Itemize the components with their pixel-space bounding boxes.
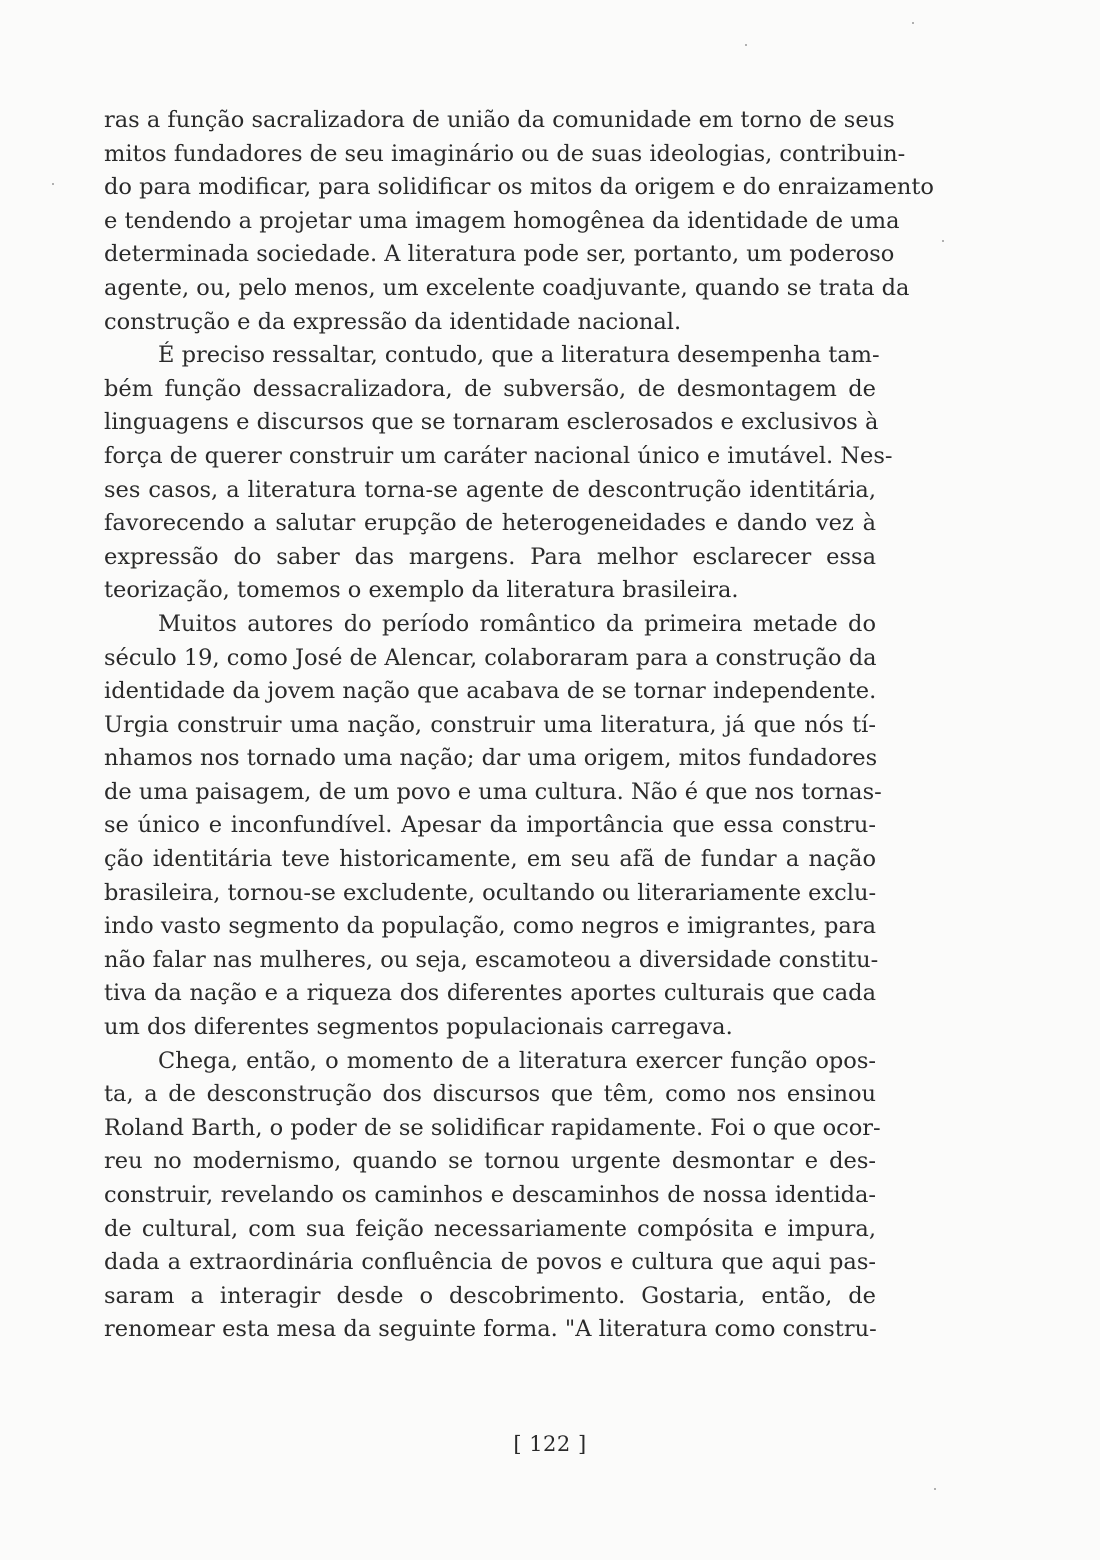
scan-speck xyxy=(745,44,747,46)
text-line: de uma paisagem, de um povo e uma cultura. Não é que nos tornas- xyxy=(104,778,882,805)
page-number: [ 122 ] xyxy=(513,1432,587,1456)
text-line: indo vasto segmento da população, como negros e imigrantes, para xyxy=(104,913,876,940)
scan-speck xyxy=(912,22,914,24)
text-line: e tendendo a projetar uma imagem homogênea da identidade de uma xyxy=(104,207,900,234)
text-line: de cultural, com sua feição necessariamente compósita e impura, xyxy=(104,1215,876,1242)
text-line: Urgia construir uma nação, construir uma literatura, já que nós tí- xyxy=(104,711,876,738)
scan-speck xyxy=(934,1488,936,1490)
body-text xyxy=(104,104,934,1347)
scan-speck xyxy=(52,183,54,185)
text-line: ta, a de desconstrução dos discursos que têm, como nos ensinou xyxy=(104,1081,876,1108)
text-line: identidade da jovem nação que acabava de se tornar independente. xyxy=(104,678,877,705)
text-line: brasileira, tornou-se excludente, ocultando ou literariamente exclu- xyxy=(104,879,877,906)
text-line: Roland Barth, o poder de se solidificar rapidamente. Foi o que ocor- xyxy=(104,1114,881,1141)
text-line: Muitos autores do período romântico da primeira metade do xyxy=(158,610,876,637)
paragraph xyxy=(104,104,934,339)
text-line: teorização, tomemos o exemplo da literatura brasileira. xyxy=(104,577,739,604)
paragraph xyxy=(104,608,882,1045)
text-line: tiva da nação e a riqueza dos diferentes aportes culturais que cada xyxy=(104,980,876,1007)
text-line: construir, revelando os caminhos e descaminhos de nossa identida- xyxy=(104,1182,876,1208)
text-line: dada a extraordinária confluência de povos e cultura que aqui pas- xyxy=(104,1249,876,1276)
text-line: É preciso ressaltar, contudo, que a literatura desempenha tam- xyxy=(158,342,880,369)
text-line: um dos diferentes segmentos populacionais carregava. xyxy=(104,1014,733,1041)
text-line: bém função dessacralizadora, de subversão, de desmontagem de xyxy=(104,375,876,402)
text-line: saram a interagir desde o descobrimento. Gostaria, então, de xyxy=(104,1282,876,1309)
paragraph xyxy=(104,1045,881,1347)
text-line: linguagens e discursos que se tornaram esclerosados e exclusivos à xyxy=(104,409,879,436)
text-line: século 19, como José de Alencar, colaboraram para a construção da xyxy=(104,644,877,671)
scan-speck xyxy=(942,240,944,242)
text-line: renomear esta mesa da seguinte forma. "A literatura como constru- xyxy=(104,1316,877,1343)
paragraph xyxy=(104,339,893,608)
text-line: favorecendo a salutar erupção de heterogeneidades e dando vez à xyxy=(104,510,876,537)
text-line: reu no modernismo, quando se tornou urgente desmontar e des- xyxy=(104,1148,876,1175)
text-line: não falar nas mulheres, ou seja, escamoteou a diversidade constitu- xyxy=(104,946,879,973)
text-line: construção e da expressão da identidade nacional. xyxy=(104,308,682,335)
text-line: nhamos nos tornado uma nação; dar uma origem, mitos fundadores xyxy=(104,745,878,772)
text-line: expressão do saber das margens. Para melhor esclarecer essa xyxy=(104,543,876,570)
text-line: se único e inconfundível. Apesar da importância que essa constru- xyxy=(104,812,876,839)
text-line: mitos fundadores de seu imaginário ou de suas ideologias, contribuin- xyxy=(104,140,906,167)
text-line: força de querer construir um caráter nacional único e imutável. Nes- xyxy=(104,442,893,469)
text-line: determinada sociedade. A literatura pode ser, portanto, um poderoso xyxy=(104,241,895,268)
text-line: ção identitária teve historicamente, em seu afã de fundar a nação xyxy=(104,846,876,873)
text-line: Chega, então, o momento de a literatura exercer função opos- xyxy=(158,1047,876,1074)
text-line: agente, ou, pelo menos, um excelente coadjuvante, quando se trata da xyxy=(104,274,910,301)
text-line: do para modificar, para solidificar os mitos da origem e do enraizamento xyxy=(104,174,934,201)
text-line: ses casos, a literatura torna-se agente de descontrução identitária, xyxy=(104,476,876,503)
text-line: ras a função sacralizadora de união da comunidade em torno de seus xyxy=(104,107,895,133)
